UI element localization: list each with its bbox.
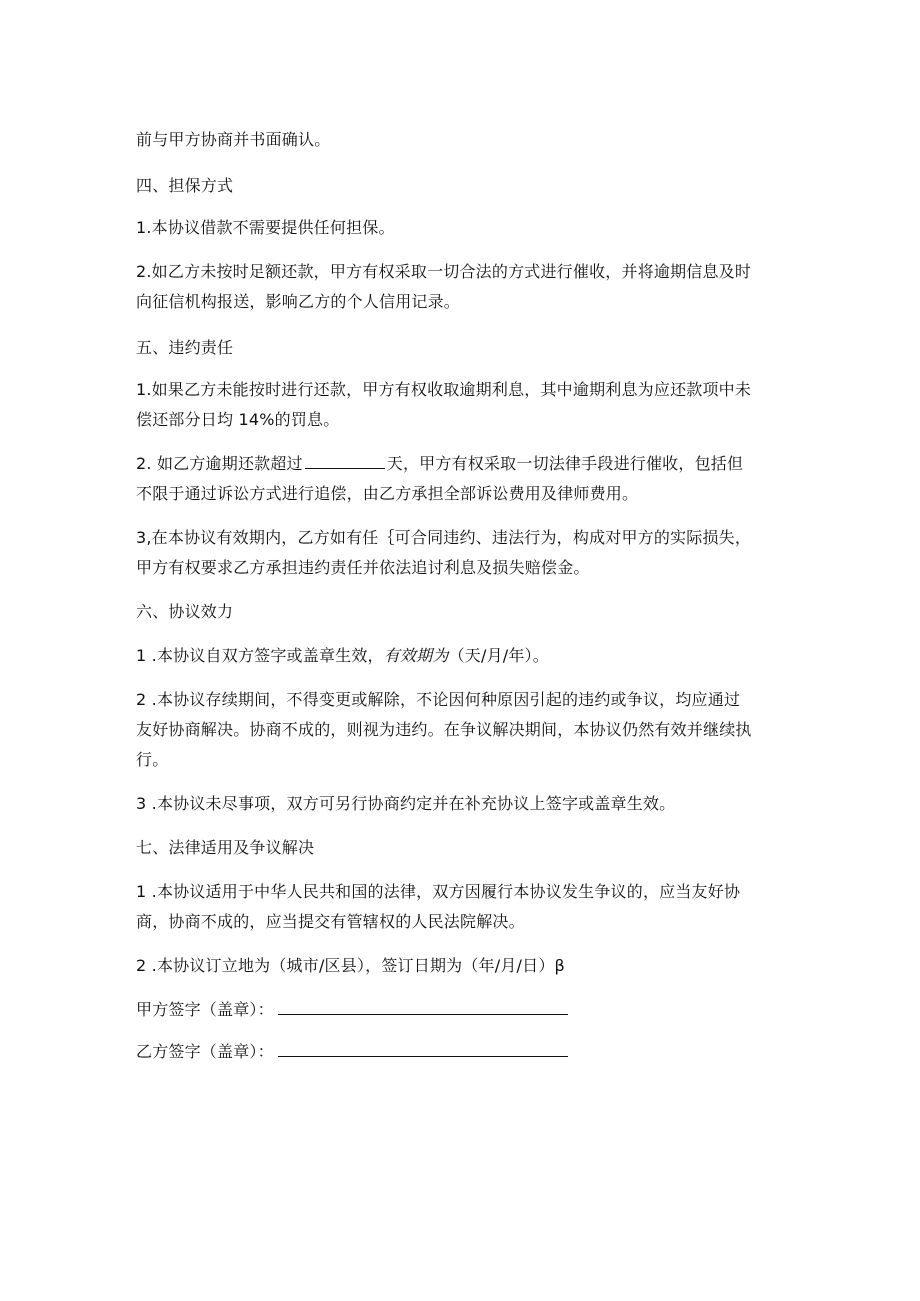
- section-heading-validity: 六、协议效力: [136, 602, 234, 621]
- days-blank-field: [305, 454, 385, 469]
- clause-5-1-line-1: 1.如果乙方未能按时进行还款，甲方有权收取逾期利息，其中逾期利息为应还款项中未: [136, 380, 752, 399]
- clause-6-3: 3 .本协议未尽事项，双方可另行协商约定并在补充协议上签字或盖章生效。: [136, 794, 676, 813]
- clause-5-3-line-1: 3,在本协议有效期内，乙方如有任｛可合同违约、违法行为，构成对甲方的实际损失，: [136, 528, 752, 547]
- clause-6-1-text: 1 .本协议自双方签字或盖章生效，: [136, 646, 384, 665]
- signature-party-a-label: 甲方签字（盖章）：: [136, 1000, 274, 1019]
- signature-party-a: [136, 998, 568, 1020]
- clause-5-2-text-after-blank: 天，甲方有权采取一切法律手段进行催收，包括但: [386, 454, 744, 473]
- signature-party-a-line: [278, 998, 568, 1015]
- signature-party-b-line: [278, 1040, 568, 1057]
- section-heading-guarantee: 四、担保方式: [136, 176, 234, 195]
- clause-5-2-text-before-blank: 2. 如乙方逾期还款超过: [136, 454, 303, 473]
- clause-6-2-line-3: 行。: [136, 750, 169, 769]
- clause-7-1-line-2: 商，协商不成的，应当提交有管辖权的人民法院解决。: [136, 912, 525, 931]
- clause-5-2-line-1: [136, 454, 743, 474]
- section-heading-liability: 五、违约责任: [136, 338, 234, 357]
- clause-6-1-text-end: （天/月/年）。: [448, 646, 549, 665]
- clause-6-2-line-1: 2 .本协议存续期间，不得变更或解除，不论因何种原因引起的违约或争议，均应通过: [136, 690, 741, 709]
- signature-party-b: [136, 1040, 568, 1062]
- clause-4-2-line-2: 向征信机构报送，影响乙方的个人信用记录。: [136, 292, 461, 311]
- paragraph-continuation: 前与甲方协商并书面确认。: [136, 130, 331, 149]
- section-heading-law: 七、法律适用及争议解决: [136, 838, 315, 857]
- clause-7-2: 2 .本协议订立地为（城市/区县），签订日期为（年/月/日）β: [136, 956, 565, 975]
- clause-4-2-line-1: 2.如乙方未按时足额还款，甲方有权采取一切合法的方式进行催收，并将逾期信息及时: [136, 262, 752, 281]
- signature-party-b-label: 乙方签字（盖章）：: [136, 1042, 274, 1061]
- clause-6-2-line-2: 友好协商解决。协商不成的，则视为违约。在争议解决期间，本协议仍然有效并继续执: [136, 720, 752, 739]
- clause-5-2-line-2: 不限于通过诉讼方式进行追偿，由乙方承担全部诉讼费用及律师费用。: [136, 484, 639, 503]
- clause-5-1-line-2: 偿还部分日均 14%的罚息。: [136, 410, 340, 429]
- clause-7-1-line-1: 1 .本协议适用于中华人民共和国的法律，双方因履行本协议发生争议的，应当友好协: [136, 882, 741, 901]
- clause-6-1: [136, 646, 549, 666]
- clause-4-1: 1.本协议借款不需要提供任何担保。: [136, 218, 395, 237]
- clause-5-3-line-2: 甲方有权要求乙方承担违约责任并依法追讨利息及损失赔偿金。: [136, 558, 590, 577]
- clause-6-1-italic-text: 有效期为: [383, 646, 449, 665]
